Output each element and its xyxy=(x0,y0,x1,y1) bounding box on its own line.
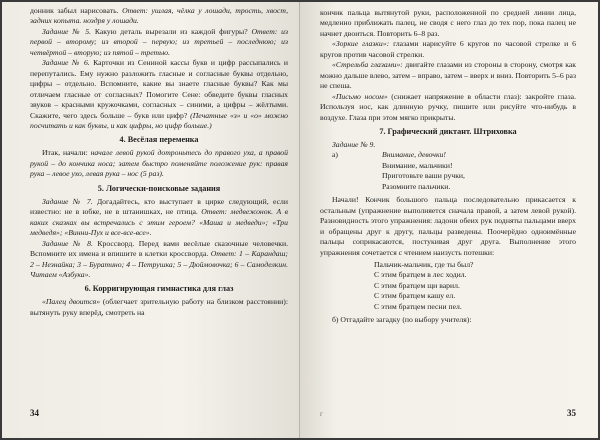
book-spread xyxy=(2,2,598,438)
poem-line: Разомните пальчики. xyxy=(382,181,451,191)
paragraph: Задание № 8. Кроссворд. Перед вами весёлые сказочные человечки. Вспомните их имена и впишите в клетки кроссворда. Ответ: 1 – Карандаш; 2 – Незнайка; 3 – Буратино; 4 – Петрушка; 5 – Дюймовочка; 6 – Самоделкин. Читаем «Азбука». xyxy=(30,238,288,279)
section-heading: 5. Логически-поисковые задания xyxy=(97,183,221,193)
margin-mark: г xyxy=(320,410,323,418)
section-heading: 7. Графический диктант. Штриховка xyxy=(379,126,517,136)
poem-line: С этим братцем в лес ходил. xyxy=(374,270,467,280)
paragraph: Задание № 6. Карточки из Сениной кассы букв и цифр рассыпались и перепутались. Ему нужно разложить гласные и согласные буквы отдельно, цифры – отдельно. Вспомните, какие вы знаете гласные буквы? Как мы отличаем гласные от согласных? Помогите Сене: обведите буквы гласных звуков – красными кружочками, согласных – синими, а цифры – жёлтыми. Скажите, чего здесь больше – букв или цифр? (Печатные «з» и «о» можно посчитать и как буквы, и как цифры, но цифр больше.) xyxy=(30,58,289,130)
page-number: 35 xyxy=(567,408,576,418)
paragraph: донник забыл нарисовать. Ответ: ушлая, чёлка у лошади, трость, хвост, задних копыта. ноздря у лошади. xyxy=(30,6,288,26)
poem xyxy=(320,260,576,312)
poem-line: Внимание, мальчики! xyxy=(382,160,453,170)
poem-line: Пальчик-мальчик, где ты был? xyxy=(374,259,474,269)
paragraph: б) Отгадайте загадку (по выбору учителя): xyxy=(332,315,472,325)
right-page xyxy=(300,2,598,438)
paragraph: «Письмо носом» (снижает напряжение в области глаз): закройте глаза. Используя нос, как длинную ручку, пишите или рисуйте что-нибудь в воздухе. Глаза при этом мягко прикрыты. xyxy=(320,91,576,122)
poem-line: С этим братцем песни пел. xyxy=(374,301,462,311)
poem-line: С этим братцем щи варил. xyxy=(374,280,460,290)
page-number: 34 xyxy=(30,408,39,418)
poem xyxy=(320,150,576,192)
paragraph: кончик пальца вытянутой руки, расположенной по средней линии лица, медленно приближать палец, не сводя с него глаз до тех пор, пока палец не начнет двоиться. Повторить 6–8 раз. xyxy=(320,8,576,38)
paragraph: Задание № 5. Какую деталь вырезали из каждой фигуры? Ответ: из первой – второму; из второй – первую; из третьей – последнюю; из четвёртой – вторую; из пятой – третью. xyxy=(30,26,288,57)
poem-label: а) xyxy=(332,150,338,160)
paragraph: «Стрельба глазами»: двигайте глазами из стороны в сторону, смотря как можно дальше влево, затем – вправо, затем – вверх и вниз. Повторить 5–6 раз не спеша. xyxy=(320,60,576,91)
task-label: Задание № 9. xyxy=(332,139,376,149)
poem-line: Внимание, девочки! xyxy=(382,150,446,160)
paragraph: «Палец двоится» (облегчает зрительную работу на близком расстоянии): вытянуть руку вперёд, смотреть на xyxy=(30,297,288,317)
section-heading: 6. Корригирующая гимнастика для глаз xyxy=(84,284,234,294)
paragraph: «Зоркие глазки»: глазами нарисуйте 6 кругов по часовой стрелке и 6 кругов против часовой стрелки. xyxy=(320,39,576,59)
paragraph: Итак, начали: начале левой рукой дотроньтесь до правого уха, а правой рукой – до кончика носа; затем быстро поменяйте положение рук: правая рука – левое ухо, левая рука – нос (5 раз). xyxy=(30,148,288,179)
poem-line: С этим братцем кашу ел. xyxy=(374,291,456,301)
section-heading: 4. Весёлая переменка xyxy=(119,135,199,145)
left-page xyxy=(2,2,300,438)
paragraph: Начали! Кончик большого пальца последовательно прикасается к остальным (упражнение выполняется сначала правой, а затем левой рукой). Разновидность этого упражнения: ладони обеих рук подняты пальцами вверх и обращены друг к другу, пальцы разведены. Поочерёдно одноимённые пальцы соприкасаются, постукивая друг друга. Выполнение этого упражнения сочетается с чтением наизусть потешки: xyxy=(320,195,576,257)
poem-line: Приготовьте ваши ручки, xyxy=(382,171,465,181)
paragraph: Задание № 7. Догадайтесь, кто выступает в цирке следующий, если известно: не в юбке, не в штанишках, не птица. Ответ: медвежонок. А в каких сказках вы встречались с этим героем? «Маша и медведи»; «Три медведя»; «Винни-Пух и все-все-все». xyxy=(30,196,289,238)
